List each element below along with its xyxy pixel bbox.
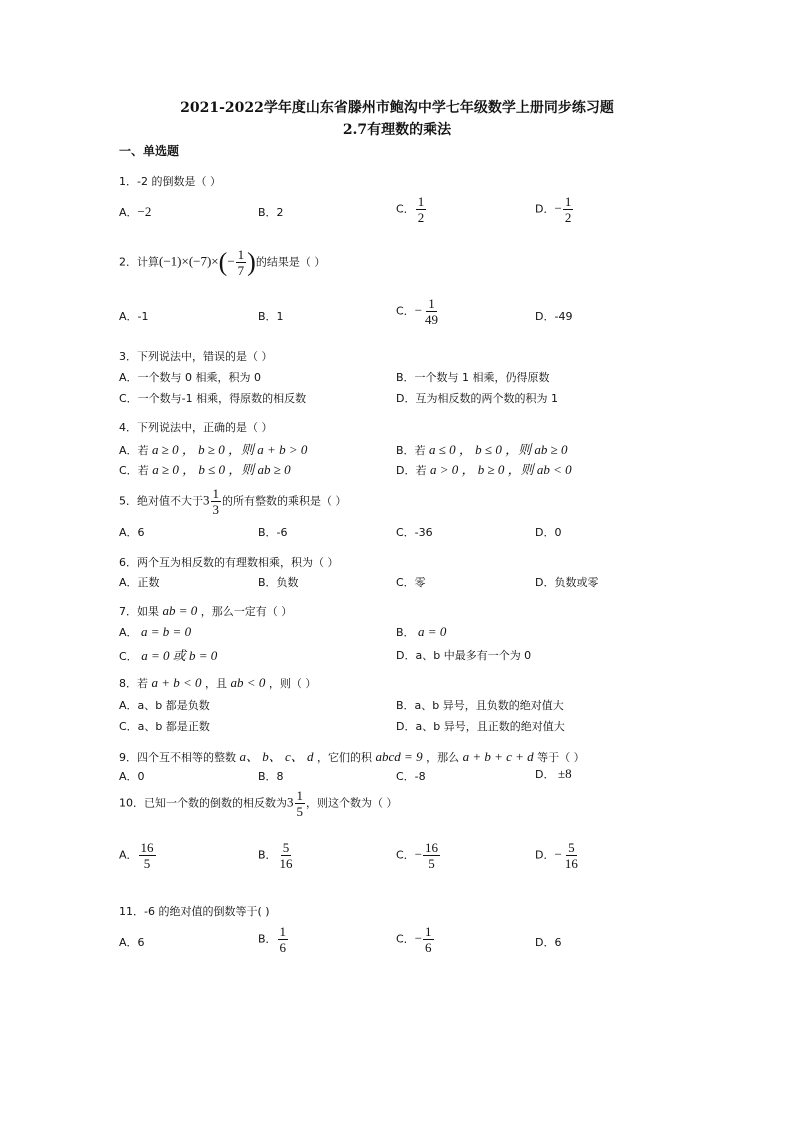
option-a: A． $\frac{16}{5}$ (119, 840, 154, 871)
option-d: D．负数或零 (535, 576, 599, 589)
option-a: A．正数 (119, 576, 160, 589)
option-c: C．− $\frac{1}{49}$ (396, 296, 439, 327)
option-c: C．a、b 都是正数 (119, 720, 210, 733)
option-c: C．一个数与-1 相乘，得原数的相反数 (119, 392, 307, 405)
option-c: C．若 a ≥ 0 ， b ≤ 0 ，则 ab ≥ 0 (119, 462, 291, 477)
option-a: A．6 (119, 526, 145, 539)
question-stem: 10．已知一个数的倒数的相反数为3 $\frac{1}{5}$ ，则这个数为（ ） (119, 788, 398, 819)
option-a: A．−2 (119, 204, 152, 219)
option-b: B．-6 (258, 526, 288, 539)
option-b: B．1 (258, 310, 284, 323)
option-c: C． $\frac{1}{2}$ (396, 194, 425, 225)
option-d: D．若 a > 0 ， b ≥ 0 ，则 ab < 0 (396, 462, 572, 477)
option-b: B．一个数与 1 相乘，仍得原数 (396, 371, 550, 384)
fraction: $\frac{1}{2}$ (564, 194, 572, 225)
option-c: C．-36 (396, 526, 433, 539)
section-heading: 一、单选题 (119, 144, 180, 158)
option-b: B．若 a ≤ 0 ， b ≤ 0 ，则 ab ≥ 0 (396, 442, 568, 457)
question-stem: 8．若 a + b < 0 ，且 ab < 0 ，则（ ） (119, 675, 317, 690)
option-d: D．a、b 中最多有一个为 0 (396, 649, 532, 662)
option-a: A．一个数与 0 相乘，积为 0 (119, 371, 262, 384)
question-stem: 3．下列说法中，错误的是（ ） (119, 350, 273, 363)
option-c: C．-8 (396, 770, 426, 783)
option-c: C．零 (396, 576, 426, 589)
fraction: $\frac{5}{16}$ (564, 840, 578, 871)
fraction: $\frac{1}{2}$ (417, 194, 425, 225)
document-title-line1: 2021-2022学年度山东省滕州市鲍沟中学七年级数学上册同步练习题 (180, 100, 614, 116)
option-b: B．负数 (258, 576, 299, 589)
option-a: A．-1 (119, 310, 149, 323)
question-stem: 6．两个互为相反数的有理数相乘，积为（ ） (119, 556, 339, 569)
fraction: $\frac{16}{5}$ (140, 840, 154, 871)
question-stem: 7．如果 ab = 0 ，那么一定有（ ） (119, 603, 293, 618)
option-d: D．− $\frac{1}{2}$ (535, 194, 572, 225)
option-d: D．− $\frac{5}{16}$ (535, 840, 578, 871)
option-c: C．− $\frac{16}{5}$ (396, 840, 439, 871)
fraction: $\frac{5}{16}$ (279, 840, 293, 871)
option-d: D．6 (535, 936, 562, 949)
option-a: A．若 a ≥ 0 ， b ≥ 0 ，则 a + b > 0 (119, 442, 308, 457)
fraction: $\frac{16}{5}$ (425, 840, 439, 871)
option-d: D．-49 (535, 310, 573, 323)
option-c: C． a = 0 或 b = 0 (119, 648, 218, 663)
option-d: D．0 (535, 526, 562, 539)
document-title-line2: 2.7有理数的乘法 (342, 122, 452, 138)
option-c: C．− $\frac{1}{6}$ (396, 924, 432, 955)
fraction: $\frac{1}{5}$ (296, 788, 303, 819)
option-b: B．2 (258, 206, 284, 219)
fraction: $\frac{1}{7}$ (237, 247, 245, 278)
option-a: A．6 (119, 936, 145, 949)
question-stem: 4．下列说法中，正确的是（ ） (119, 421, 273, 434)
option-a: A． a = b = 0 (119, 624, 192, 639)
question-stem: 11．-6 的绝对值的倒数等于( ) (119, 905, 270, 918)
fraction: $\frac{1}{6}$ (279, 924, 287, 955)
option-b: B． $\frac{5}{16}$ (258, 840, 293, 871)
question-stem: 5．绝对值不大于3 $\frac{1}{3}$ 的所有整数的乘积是（ ） (119, 486, 347, 517)
option-d: D．互为相反数的两个数的积为 1 (396, 392, 558, 405)
option-d: D．a、b 异号，且正数的绝对值大 (396, 720, 565, 733)
question-stem: 2．计算(−1)×(−7)×(− $\frac{1}{7}$ )的结果是（ ） (119, 247, 326, 278)
option-b: B． $\frac{1}{6}$ (258, 924, 287, 955)
option-b: B．8 (258, 770, 284, 783)
option-b: B． a = 0 (396, 624, 447, 639)
option-a: A．a、b 都是负数 (119, 699, 210, 712)
fraction: $\frac{1}{49}$ (425, 296, 439, 327)
question-stem: 1．-2 的倒数是（ ） (119, 175, 221, 188)
option-d: D． ±8 (535, 766, 572, 781)
option-b: B．a、b 异号，且负数的绝对值大 (396, 699, 564, 712)
fraction: $\frac{1}{3}$ (212, 486, 219, 517)
option-a: A．0 (119, 770, 145, 783)
fraction: $\frac{1}{6}$ (425, 924, 432, 955)
question-stem: 9．四个互不相等的整数 a、 b、 c、 d ，它们的积 abcd = 9 ，那么 a + b + c + d 等于（ ） (119, 749, 585, 764)
